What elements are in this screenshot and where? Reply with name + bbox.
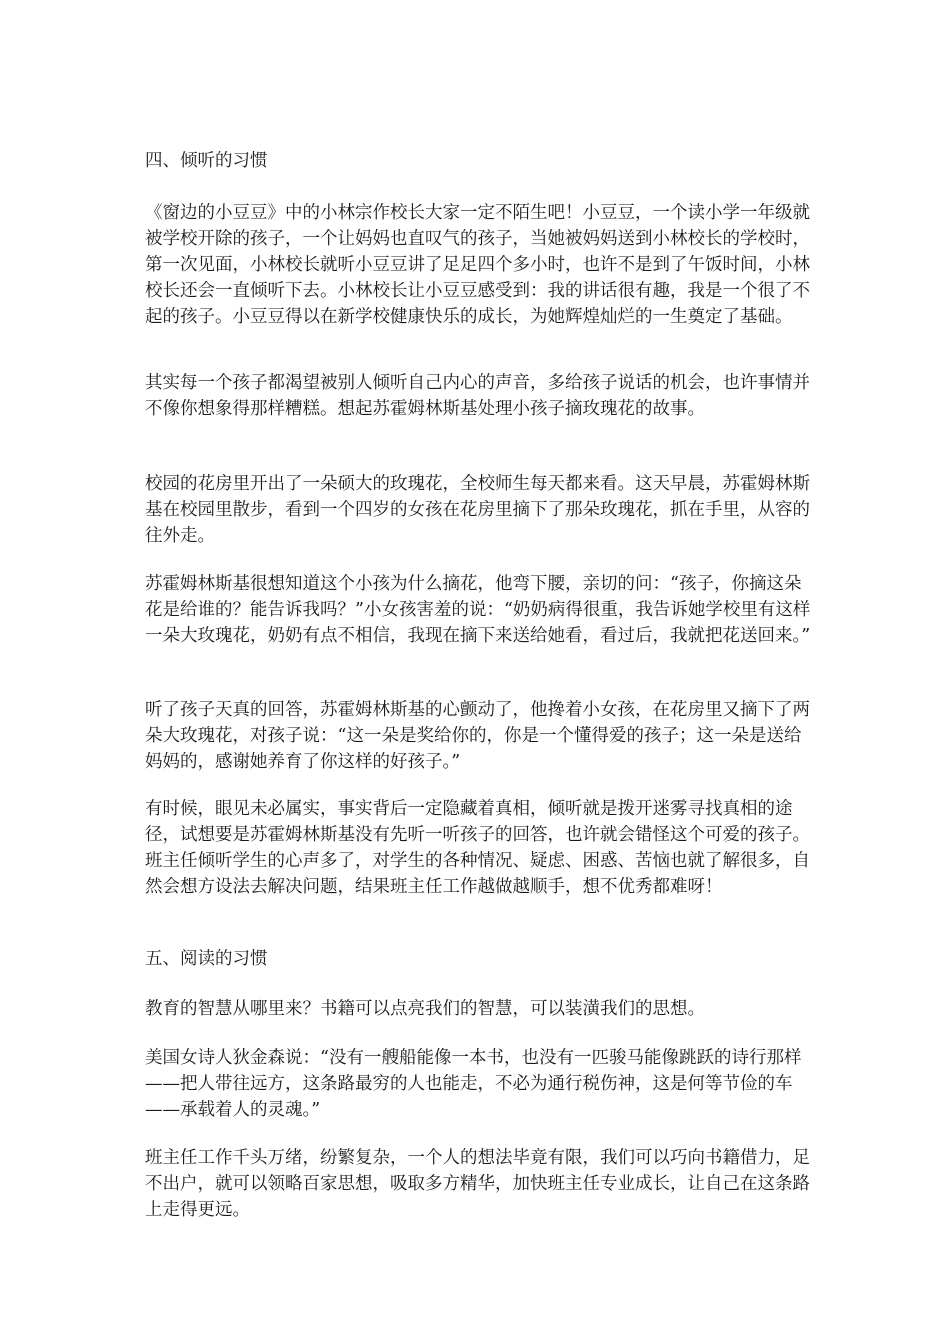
paragraph-wisdom-of-books: 教育的智慧从哪里来？书籍可以点亮我们的智慧，可以装潢我们的思想。 bbox=[145, 999, 705, 1019]
paragraph-reading-reflection: 班主任工作千头万绪，纷繁复杂，一个人的想法毕竟有限，我们可以巧向书籍借力，足不出户，就可以领略百家思想，吸取多方精华，加快班主任专业成长，让自己在这条路上走得更远。 bbox=[145, 1148, 810, 1220]
section-heading-reading: 五、阅读的习惯 bbox=[145, 949, 268, 969]
section-heading-listening: 四、倾听的习惯 bbox=[145, 151, 268, 171]
paragraph-children-want-to-be-heard: 其实每一个孩子都渴望被别人倾听自己内心的声音，多给孩子说话的机会，也许事情并不像你想象得那样糟糕。想起苏霍姆林斯基处理小孩子摘玫瑰花的故事。 bbox=[145, 373, 810, 419]
paragraph-listening-reflection: 有时候，眼见未必属实，事实背后一定隐藏着真相，倾听就是拨开迷雾寻找真相的途径，试想要是苏霍姆林斯基没有先听一听孩子的回答，也许就会错怪这个可爱的孩子。班主任倾听学生的心声多了，对学生的各种情况、疑虑、困惑、苦恼也就了解很多，自然会想方设法去解决问题，结果班主任工作越做越顺手，想不优秀都难呀！ bbox=[145, 799, 810, 897]
paragraph-rose-story-intro: 校园的花房里开出了一朵硕大的玫瑰花，全校师生每天都来看。这天早晨，苏霍姆林斯基在校园里散步，看到一个四岁的女孩在花房里摘下了那朵玫瑰花，抓在手里，从容的往外走。 bbox=[145, 474, 810, 546]
paragraph-rose-story-dialogue: 苏霍姆林斯基很想知道这个小孩为什么摘花，他弯下腰，亲切的问：“孩子，你摘这朵花是给谁的？能告诉我吗？”小女孩害羞的说：“奶奶病得很重，我告诉她学校里有这样一朵大玫瑰花，奶奶有点不相信，我现在摘下来送给她看，看过后，我就把花送回来。” bbox=[145, 574, 811, 646]
paragraph-dickinson-quote: 美国女诗人狄金森说：“没有一艘船能像一本书，也没有一匹骏马能像跳跃的诗行那样——把人带往远方，这条路最穷的人也能走，不必为通行税伤神，这是何等节俭的车——承载着人的灵魂。” bbox=[145, 1048, 802, 1120]
paragraph-rose-story-ending: 听了孩子天真的回答，苏霍姆林斯基的心颤动了，他搀着小女孩，在花房里又摘下了两朵大玫瑰花，对孩子说：“这一朵是奖给你的，你是一个懂得爱的孩子；这一朵是送给妈妈的，感谢她养育了你这样的好孩子。” bbox=[145, 700, 810, 772]
paragraph-totto-chan: 《窗边的小豆豆》中的小林宗作校长大家一定不陌生吧！小豆豆，一个读小学一年级就被学校开除的孩子，一个让妈妈也直叹气的孩子，当她被妈妈送到小林校长的学校时，第一次见面，小林校长就听小豆豆讲了足足四个多小时，也许不是到了午饭时间，小林校长还会一直倾听下去。小林校长让小豆豆感受到：我的讲话很有趣，我是一个很了不起的孩子。小豆豆得以在新学校健康快乐的成长，为她辉煌灿烂的一生奠定了基础。 bbox=[145, 203, 810, 327]
